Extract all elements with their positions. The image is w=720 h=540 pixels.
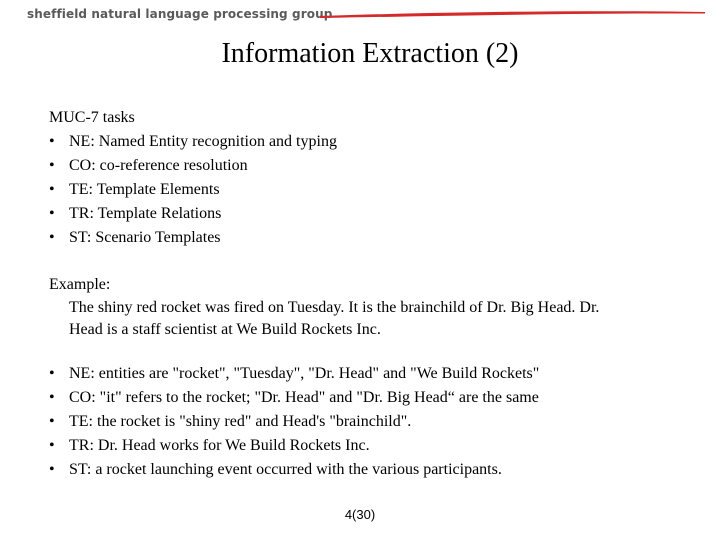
list-item: • TE: the rocket is "shiny red" and Head's "brainchild". (49, 410, 539, 434)
list-item: • CO: co-reference resolution (49, 154, 337, 178)
example-section (49, 273, 599, 341)
list-item: • NE: entities are "rocket", "Tuesday", "Dr. Head" and "We Build Rockets" (49, 362, 539, 386)
tasks-section (49, 106, 337, 250)
page-number: 4(30) (344, 507, 376, 522)
bullet: • (49, 133, 55, 150)
bullet: • (49, 181, 55, 198)
bullet: • (49, 437, 55, 454)
bullet: • (49, 413, 55, 430)
list-item: • ST: Scenario Templates (49, 226, 337, 250)
bullet: • (49, 157, 55, 174)
tasks-heading: MUC-7 tasks (49, 109, 135, 126)
results-section (49, 362, 539, 482)
bullet: • (49, 229, 55, 246)
list-item: • TR: Template Relations (49, 202, 337, 226)
list-item: • TE: Template Elements (49, 178, 337, 202)
header-logo-text: sheffield natural language processing group (27, 7, 333, 21)
list-item: • ST: a rocket launching event occurred with the various participants. (49, 458, 539, 482)
results-list (49, 362, 539, 482)
list-item: • NE: Named Entity recognition and typing (49, 130, 337, 154)
example-text-line-2: Head is a staff scientist at We Build Rockets Inc. (69, 321, 381, 338)
slide-title: Information Extraction (2) (221, 38, 519, 69)
bullet: • (49, 205, 55, 222)
header-swoosh (320, 7, 705, 21)
list-item: • TR: Dr. Head works for We Build Rockets Inc. (49, 434, 539, 458)
bullet: • (49, 389, 55, 406)
bullet: • (49, 365, 55, 382)
example-heading: Example: (49, 276, 111, 293)
bullet: • (49, 461, 55, 478)
tasks-list (49, 130, 337, 250)
example-text-line-1: The shiny red rocket was fired on Tuesday. It is the brainchild of Dr. Big Head. Dr. (69, 299, 600, 316)
list-item: • CO: "it" refers to the rocket; "Dr. Head" and "Dr. Big Head“ are the same (49, 386, 539, 410)
